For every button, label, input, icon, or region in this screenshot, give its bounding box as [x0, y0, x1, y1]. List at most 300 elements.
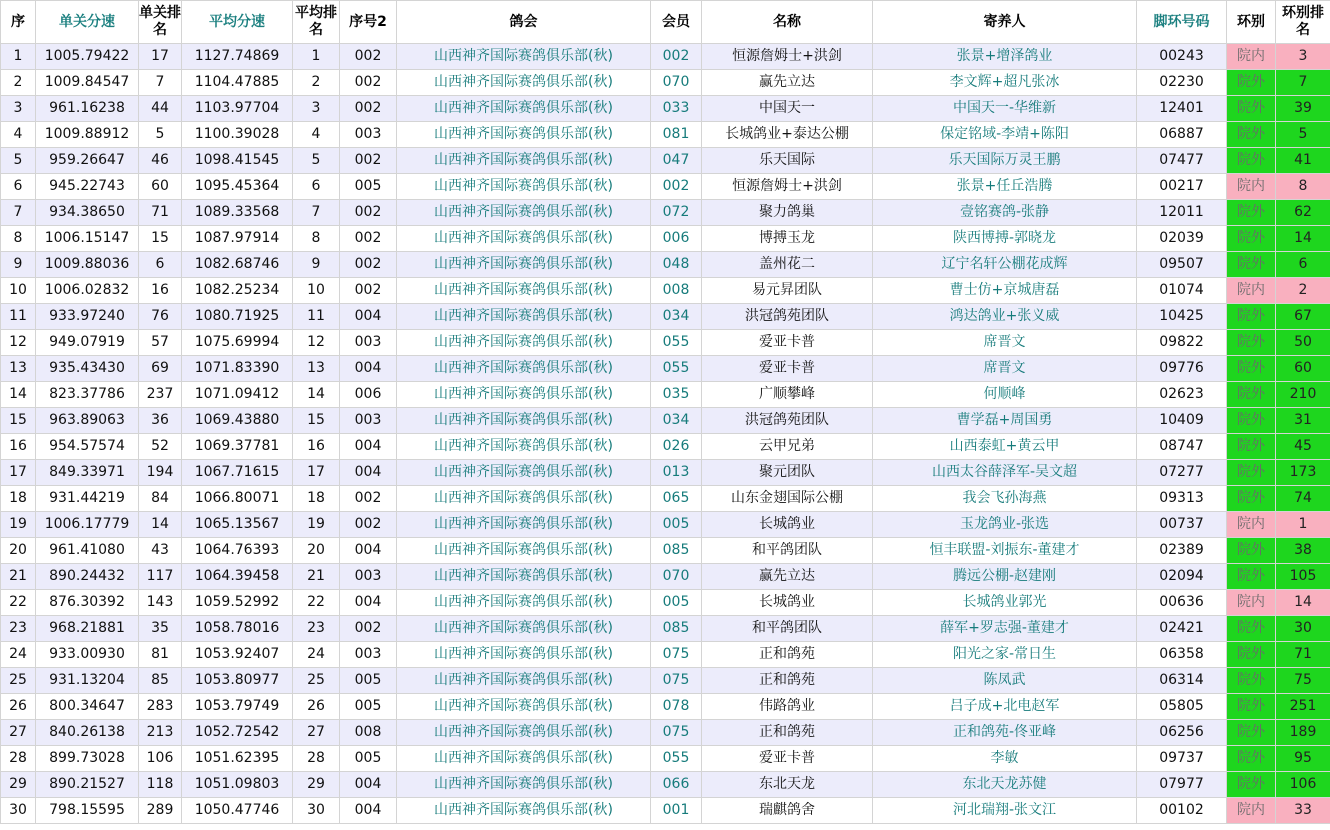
cell-seq[interactable]: 21 [1, 564, 36, 590]
cell-avg-rank[interactable]: 20 [293, 538, 340, 564]
cell-zone[interactable]: 院外 [1227, 772, 1276, 798]
table-row[interactable] [1, 798, 1330, 824]
cell-zone[interactable]: 院外 [1227, 720, 1276, 746]
cell-seq2[interactable]: 005 [340, 174, 397, 200]
cell-club[interactable]: 山西神齐国际赛鸽俱乐部(秋) [397, 434, 651, 460]
cell-owner[interactable]: 长城鸽业郭光 [873, 590, 1137, 616]
cell-ring[interactable]: 00737 [1137, 512, 1227, 538]
cell-club[interactable]: 山西神齐国际赛鸽俱乐部(秋) [397, 538, 651, 564]
cell-club[interactable]: 山西神齐国际赛鸽俱乐部(秋) [397, 70, 651, 96]
cell-club[interactable]: 山西神齐国际赛鸽俱乐部(秋) [397, 486, 651, 512]
cell-owner[interactable]: 薛军+罗志强-董建才 [873, 616, 1137, 642]
cell-name[interactable]: 长城鸽业 [702, 512, 873, 538]
cell-seq[interactable]: 25 [1, 668, 36, 694]
cell-zone-rank[interactable]: 6 [1276, 252, 1330, 278]
cell-seq[interactable]: 5 [1, 148, 36, 174]
cell-avg-speed[interactable]: 1071.09412 [182, 382, 293, 408]
cell-avg-speed[interactable]: 1089.33568 [182, 200, 293, 226]
cell-owner[interactable]: 玉龙鸽业-张选 [873, 512, 1137, 538]
cell-seq[interactable]: 23 [1, 616, 36, 642]
cell-avg-speed[interactable]: 1064.76393 [182, 538, 293, 564]
cell-ring[interactable]: 01074 [1137, 278, 1227, 304]
cell-zone-rank[interactable]: 60 [1276, 356, 1330, 382]
cell-club[interactable]: 山西神齐国际赛鸽俱乐部(秋) [397, 512, 651, 538]
cell-avg-rank[interactable]: 30 [293, 798, 340, 824]
cell-club[interactable]: 山西神齐国际赛鸽俱乐部(秋) [397, 382, 651, 408]
cell-ring[interactable]: 12401 [1137, 96, 1227, 122]
cell-zone[interactable]: 院外 [1227, 148, 1276, 174]
cell-club[interactable]: 山西神齐国际赛鸽俱乐部(秋) [397, 226, 651, 252]
cell-avg-rank[interactable]: 9 [293, 252, 340, 278]
cell-owner[interactable]: 陕西博搏-郭晓龙 [873, 226, 1137, 252]
header-zone[interactable]: 环别 [1227, 1, 1276, 44]
cell-single-rank[interactable]: 84 [139, 486, 182, 512]
table-row[interactable] [1, 356, 1330, 382]
cell-name[interactable]: 伟路鸽业 [702, 694, 873, 720]
cell-zone[interactable]: 院外 [1227, 668, 1276, 694]
cell-ring[interactable]: 08747 [1137, 434, 1227, 460]
cell-owner[interactable]: 腾远公棚-赵建刚 [873, 564, 1137, 590]
table-row[interactable] [1, 382, 1330, 408]
cell-avg-rank[interactable]: 27 [293, 720, 340, 746]
cell-seq[interactable]: 22 [1, 590, 36, 616]
cell-club[interactable]: 山西神齐国际赛鸽俱乐部(秋) [397, 642, 651, 668]
cell-name[interactable]: 洪冠鸽苑团队 [702, 304, 873, 330]
cell-avg-rank[interactable]: 8 [293, 226, 340, 252]
cell-seq[interactable]: 9 [1, 252, 36, 278]
table-row[interactable] [1, 278, 1330, 304]
cell-avg-rank[interactable]: 11 [293, 304, 340, 330]
cell-zone[interactable]: 院外 [1227, 642, 1276, 668]
cell-avg-speed[interactable]: 1069.43880 [182, 408, 293, 434]
cell-member[interactable]: 002 [651, 44, 702, 70]
cell-avg-rank[interactable]: 25 [293, 668, 340, 694]
cell-single-rank[interactable]: 35 [139, 616, 182, 642]
cell-avg-speed[interactable]: 1051.62395 [182, 746, 293, 772]
cell-single-rank[interactable]: 44 [139, 96, 182, 122]
cell-single-speed[interactable]: 823.37786 [36, 382, 139, 408]
cell-seq2[interactable]: 008 [340, 720, 397, 746]
cell-ring[interactable]: 02230 [1137, 70, 1227, 96]
cell-seq2[interactable]: 002 [340, 70, 397, 96]
cell-avg-rank[interactable]: 28 [293, 746, 340, 772]
cell-club[interactable]: 山西神齐国际赛鸽俱乐部(秋) [397, 616, 651, 642]
cell-club[interactable]: 山西神齐国际赛鸽俱乐部(秋) [397, 122, 651, 148]
cell-avg-speed[interactable]: 1127.74869 [182, 44, 293, 70]
cell-zone[interactable]: 院内 [1227, 590, 1276, 616]
cell-avg-rank[interactable]: 21 [293, 564, 340, 590]
cell-member[interactable]: 065 [651, 486, 702, 512]
cell-owner[interactable]: 鸿达鸽业+张义威 [873, 304, 1137, 330]
table-row[interactable] [1, 590, 1330, 616]
cell-ring[interactable]: 09737 [1137, 746, 1227, 772]
cell-member[interactable]: 085 [651, 616, 702, 642]
cell-name[interactable]: 云甲兄弟 [702, 434, 873, 460]
cell-member[interactable]: 001 [651, 798, 702, 824]
cell-zone-rank[interactable]: 251 [1276, 694, 1330, 720]
header-avg-speed[interactable]: 平均分速 [182, 1, 293, 44]
cell-club[interactable]: 山西神齐国际赛鸽俱乐部(秋) [397, 200, 651, 226]
cell-avg-rank[interactable]: 6 [293, 174, 340, 200]
cell-name[interactable]: 易元昇团队 [702, 278, 873, 304]
cell-seq2[interactable]: 004 [340, 434, 397, 460]
table-row[interactable] [1, 174, 1330, 200]
cell-single-rank[interactable]: 106 [139, 746, 182, 772]
cell-seq2[interactable]: 003 [340, 330, 397, 356]
cell-owner[interactable]: 正和鸽苑-佟亚峰 [873, 720, 1137, 746]
cell-seq[interactable]: 2 [1, 70, 36, 96]
cell-avg-speed[interactable]: 1075.69994 [182, 330, 293, 356]
cell-seq2[interactable]: 005 [340, 668, 397, 694]
cell-member[interactable]: 026 [651, 434, 702, 460]
cell-zone-rank[interactable]: 173 [1276, 460, 1330, 486]
cell-seq[interactable]: 10 [1, 278, 36, 304]
cell-zone[interactable]: 院外 [1227, 70, 1276, 96]
cell-name[interactable]: 正和鸽苑 [702, 642, 873, 668]
cell-name[interactable]: 长城鸽业+泰达公棚 [702, 122, 873, 148]
cell-avg-rank[interactable]: 4 [293, 122, 340, 148]
cell-ring[interactable]: 06358 [1137, 642, 1227, 668]
cell-member[interactable]: 070 [651, 564, 702, 590]
cell-zone[interactable]: 院外 [1227, 408, 1276, 434]
cell-seq2[interactable]: 002 [340, 278, 397, 304]
table-row[interactable] [1, 304, 1330, 330]
table-row[interactable] [1, 668, 1330, 694]
cell-single-speed[interactable]: 933.97240 [36, 304, 139, 330]
cell-name[interactable]: 广顺攀峰 [702, 382, 873, 408]
cell-club[interactable]: 山西神齐国际赛鸽俱乐部(秋) [397, 746, 651, 772]
cell-seq2[interactable]: 004 [340, 460, 397, 486]
cell-seq[interactable]: 13 [1, 356, 36, 382]
cell-avg-rank[interactable]: 12 [293, 330, 340, 356]
cell-avg-rank[interactable]: 17 [293, 460, 340, 486]
cell-avg-rank[interactable]: 13 [293, 356, 340, 382]
cell-club[interactable]: 山西神齐国际赛鸽俱乐部(秋) [397, 668, 651, 694]
cell-avg-speed[interactable]: 1058.78016 [182, 616, 293, 642]
cell-club[interactable]: 山西神齐国际赛鸽俱乐部(秋) [397, 356, 651, 382]
cell-member[interactable]: 081 [651, 122, 702, 148]
cell-name[interactable]: 爱亚卡普 [702, 330, 873, 356]
cell-single-speed[interactable]: 1006.15147 [36, 226, 139, 252]
cell-seq[interactable]: 24 [1, 642, 36, 668]
cell-member[interactable]: 085 [651, 538, 702, 564]
cell-zone[interactable]: 院外 [1227, 252, 1276, 278]
cell-avg-speed[interactable]: 1080.71925 [182, 304, 293, 330]
cell-single-speed[interactable]: 931.13204 [36, 668, 139, 694]
cell-name[interactable]: 恒源詹姆士+洪剑 [702, 174, 873, 200]
cell-zone-rank[interactable]: 8 [1276, 174, 1330, 200]
cell-avg-rank[interactable]: 10 [293, 278, 340, 304]
cell-club[interactable]: 山西神齐国际赛鸽俱乐部(秋) [397, 148, 651, 174]
cell-name[interactable]: 瑞麒鸽舍 [702, 798, 873, 824]
cell-single-speed[interactable]: 1009.88912 [36, 122, 139, 148]
cell-zone-rank[interactable]: 62 [1276, 200, 1330, 226]
cell-seq[interactable]: 12 [1, 330, 36, 356]
cell-seq[interactable]: 19 [1, 512, 36, 538]
cell-zone[interactable]: 院外 [1227, 304, 1276, 330]
cell-zone-rank[interactable]: 106 [1276, 772, 1330, 798]
cell-club[interactable]: 山西神齐国际赛鸽俱乐部(秋) [397, 252, 651, 278]
cell-member[interactable]: 048 [651, 252, 702, 278]
cell-zone[interactable]: 院内 [1227, 44, 1276, 70]
cell-club[interactable]: 山西神齐国际赛鸽俱乐部(秋) [397, 564, 651, 590]
cell-single-rank[interactable]: 16 [139, 278, 182, 304]
cell-owner[interactable]: 阳光之家-常日生 [873, 642, 1137, 668]
cell-ring[interactable]: 09776 [1137, 356, 1227, 382]
cell-name[interactable]: 长城鸽业 [702, 590, 873, 616]
cell-avg-speed[interactable]: 1082.68746 [182, 252, 293, 278]
cell-avg-speed[interactable]: 1067.71615 [182, 460, 293, 486]
cell-avg-rank[interactable]: 14 [293, 382, 340, 408]
cell-zone-rank[interactable]: 14 [1276, 226, 1330, 252]
cell-owner[interactable]: 辽宁名轩公棚花成辉 [873, 252, 1137, 278]
table-row[interactable] [1, 460, 1330, 486]
cell-name[interactable]: 赢先立达 [702, 70, 873, 96]
cell-owner[interactable]: 曹士仿+京城唐磊 [873, 278, 1137, 304]
cell-zone-rank[interactable]: 41 [1276, 148, 1330, 174]
cell-zone[interactable]: 院外 [1227, 226, 1276, 252]
cell-avg-speed[interactable]: 1103.97704 [182, 96, 293, 122]
cell-seq2[interactable]: 004 [340, 304, 397, 330]
cell-single-speed[interactable]: 954.57574 [36, 434, 139, 460]
cell-avg-speed[interactable]: 1065.13567 [182, 512, 293, 538]
cell-single-rank[interactable]: 194 [139, 460, 182, 486]
table-row[interactable] [1, 720, 1330, 746]
cell-avg-speed[interactable]: 1053.80977 [182, 668, 293, 694]
cell-club[interactable]: 山西神齐国际赛鸽俱乐部(秋) [397, 304, 651, 330]
cell-member[interactable]: 033 [651, 96, 702, 122]
cell-seq2[interactable]: 003 [340, 642, 397, 668]
cell-ring[interactable]: 05805 [1137, 694, 1227, 720]
cell-seq[interactable]: 6 [1, 174, 36, 200]
cell-single-rank[interactable]: 60 [139, 174, 182, 200]
cell-name[interactable]: 山东金翅国际公棚 [702, 486, 873, 512]
header-single-rank[interactable]: 单关排名 [139, 1, 182, 44]
cell-seq[interactable]: 16 [1, 434, 36, 460]
cell-ring[interactable]: 07977 [1137, 772, 1227, 798]
cell-member[interactable]: 035 [651, 382, 702, 408]
cell-ring[interactable]: 10409 [1137, 408, 1227, 434]
cell-single-rank[interactable]: 36 [139, 408, 182, 434]
cell-avg-speed[interactable]: 1098.41545 [182, 148, 293, 174]
cell-single-rank[interactable]: 81 [139, 642, 182, 668]
cell-zone[interactable]: 院外 [1227, 122, 1276, 148]
cell-zone-rank[interactable]: 7 [1276, 70, 1330, 96]
table-row[interactable] [1, 486, 1330, 512]
cell-zone-rank[interactable]: 189 [1276, 720, 1330, 746]
cell-zone-rank[interactable]: 74 [1276, 486, 1330, 512]
cell-member[interactable]: 005 [651, 590, 702, 616]
cell-zone-rank[interactable]: 105 [1276, 564, 1330, 590]
cell-ring[interactable]: 02094 [1137, 564, 1227, 590]
cell-seq[interactable]: 17 [1, 460, 36, 486]
cell-avg-rank[interactable]: 26 [293, 694, 340, 720]
cell-owner[interactable]: 吕子成+北电赵军 [873, 694, 1137, 720]
cell-seq2[interactable]: 003 [340, 564, 397, 590]
cell-avg-speed[interactable]: 1064.39458 [182, 564, 293, 590]
cell-ring[interactable]: 00243 [1137, 44, 1227, 70]
cell-single-rank[interactable]: 117 [139, 564, 182, 590]
cell-avg-speed[interactable]: 1069.37781 [182, 434, 293, 460]
header-single-speed[interactable]: 单关分速 [36, 1, 139, 44]
cell-single-speed[interactable]: 840.26138 [36, 720, 139, 746]
cell-avg-speed[interactable]: 1104.47885 [182, 70, 293, 96]
cell-seq2[interactable]: 002 [340, 486, 397, 512]
cell-club[interactable]: 山西神齐国际赛鸽俱乐部(秋) [397, 44, 651, 70]
cell-member[interactable]: 008 [651, 278, 702, 304]
header-member[interactable]: 会员 [651, 1, 702, 44]
cell-name[interactable]: 盖州花二 [702, 252, 873, 278]
cell-avg-speed[interactable]: 1052.72542 [182, 720, 293, 746]
cell-zone-rank[interactable]: 38 [1276, 538, 1330, 564]
cell-avg-rank[interactable]: 23 [293, 616, 340, 642]
cell-club[interactable]: 山西神齐国际赛鸽俱乐部(秋) [397, 590, 651, 616]
cell-single-rank[interactable]: 213 [139, 720, 182, 746]
cell-zone[interactable]: 院外 [1227, 382, 1276, 408]
cell-avg-rank[interactable]: 7 [293, 200, 340, 226]
cell-seq2[interactable]: 002 [340, 148, 397, 174]
cell-club[interactable]: 山西神齐国际赛鸽俱乐部(秋) [397, 96, 651, 122]
cell-single-speed[interactable]: 961.41080 [36, 538, 139, 564]
cell-seq[interactable]: 7 [1, 200, 36, 226]
cell-single-speed[interactable]: 800.34647 [36, 694, 139, 720]
cell-seq[interactable]: 20 [1, 538, 36, 564]
cell-avg-speed[interactable]: 1059.52992 [182, 590, 293, 616]
cell-ring[interactable]: 02389 [1137, 538, 1227, 564]
cell-avg-speed[interactable]: 1053.92407 [182, 642, 293, 668]
cell-seq[interactable]: 3 [1, 96, 36, 122]
cell-zone[interactable]: 院外 [1227, 330, 1276, 356]
cell-single-rank[interactable]: 17 [139, 44, 182, 70]
table-row[interactable] [1, 512, 1330, 538]
cell-zone-rank[interactable]: 210 [1276, 382, 1330, 408]
cell-avg-speed[interactable]: 1100.39028 [182, 122, 293, 148]
cell-owner[interactable]: 李文辉+超凡张冰 [873, 70, 1137, 96]
cell-member[interactable]: 078 [651, 694, 702, 720]
cell-avg-rank[interactable]: 1 [293, 44, 340, 70]
table-row[interactable] [1, 226, 1330, 252]
table-row[interactable] [1, 538, 1330, 564]
cell-ring[interactable]: 07477 [1137, 148, 1227, 174]
table-row[interactable] [1, 96, 1330, 122]
cell-ring[interactable]: 07277 [1137, 460, 1227, 486]
cell-owner[interactable]: 何顺峰 [873, 382, 1137, 408]
cell-single-rank[interactable]: 5 [139, 122, 182, 148]
cell-zone-rank[interactable]: 30 [1276, 616, 1330, 642]
cell-club[interactable]: 山西神齐国际赛鸽俱乐部(秋) [397, 694, 651, 720]
cell-seq[interactable]: 27 [1, 720, 36, 746]
cell-ring[interactable]: 00636 [1137, 590, 1227, 616]
cell-zone[interactable]: 院内 [1227, 512, 1276, 538]
cell-zone[interactable]: 院外 [1227, 486, 1276, 512]
table-row[interactable] [1, 70, 1330, 96]
header-owner[interactable]: 寄养人 [873, 1, 1137, 44]
cell-zone[interactable]: 院外 [1227, 460, 1276, 486]
cell-seq[interactable]: 18 [1, 486, 36, 512]
cell-ring[interactable]: 02623 [1137, 382, 1227, 408]
cell-single-rank[interactable]: 76 [139, 304, 182, 330]
cell-member[interactable]: 034 [651, 304, 702, 330]
cell-avg-rank[interactable]: 19 [293, 512, 340, 538]
cell-owner[interactable]: 壹铭赛鸽-张静 [873, 200, 1137, 226]
cell-single-speed[interactable]: 949.07919 [36, 330, 139, 356]
header-zone-rank[interactable]: 环别排名 [1276, 1, 1330, 44]
cell-single-rank[interactable]: 237 [139, 382, 182, 408]
table-row[interactable] [1, 772, 1330, 798]
cell-zone-rank[interactable]: 3 [1276, 44, 1330, 70]
cell-seq2[interactable]: 005 [340, 694, 397, 720]
cell-seq[interactable]: 11 [1, 304, 36, 330]
cell-avg-rank[interactable]: 16 [293, 434, 340, 460]
cell-seq2[interactable]: 004 [340, 798, 397, 824]
cell-single-speed[interactable]: 899.73028 [36, 746, 139, 772]
cell-seq2[interactable]: 002 [340, 44, 397, 70]
cell-seq2[interactable]: 002 [340, 616, 397, 642]
cell-zone-rank[interactable]: 95 [1276, 746, 1330, 772]
header-seq[interactable]: 序 [1, 1, 36, 44]
cell-ring[interactable]: 00102 [1137, 798, 1227, 824]
cell-single-rank[interactable]: 85 [139, 668, 182, 694]
cell-zone-rank[interactable]: 2 [1276, 278, 1330, 304]
cell-member[interactable]: 055 [651, 356, 702, 382]
cell-name[interactable]: 正和鸽苑 [702, 668, 873, 694]
cell-name[interactable]: 中国天一 [702, 96, 873, 122]
cell-name[interactable]: 爱亚卡普 [702, 356, 873, 382]
cell-member[interactable]: 075 [651, 668, 702, 694]
cell-zone-rank[interactable]: 14 [1276, 590, 1330, 616]
table-row[interactable] [1, 330, 1330, 356]
cell-club[interactable]: 山西神齐国际赛鸽俱乐部(秋) [397, 278, 651, 304]
cell-zone[interactable]: 院外 [1227, 746, 1276, 772]
cell-owner[interactable]: 恒丰联盟-刘振东-董建才 [873, 538, 1137, 564]
cell-avg-speed[interactable]: 1082.25234 [182, 278, 293, 304]
cell-seq[interactable]: 14 [1, 382, 36, 408]
cell-avg-speed[interactable]: 1050.47746 [182, 798, 293, 824]
cell-zone-rank[interactable]: 1 [1276, 512, 1330, 538]
cell-single-rank[interactable]: 69 [139, 356, 182, 382]
cell-zone[interactable]: 院内 [1227, 278, 1276, 304]
cell-member[interactable]: 006 [651, 226, 702, 252]
cell-seq2[interactable]: 002 [340, 252, 397, 278]
cell-seq[interactable]: 4 [1, 122, 36, 148]
cell-name[interactable]: 乐天国际 [702, 148, 873, 174]
cell-zone-rank[interactable]: 75 [1276, 668, 1330, 694]
cell-zone[interactable]: 院外 [1227, 564, 1276, 590]
cell-ring[interactable]: 09313 [1137, 486, 1227, 512]
cell-single-rank[interactable]: 46 [139, 148, 182, 174]
cell-ring[interactable]: 02421 [1137, 616, 1227, 642]
cell-avg-speed[interactable]: 1066.80071 [182, 486, 293, 512]
cell-owner[interactable]: 陈凤武 [873, 668, 1137, 694]
cell-club[interactable]: 山西神齐国际赛鸽俱乐部(秋) [397, 772, 651, 798]
cell-single-rank[interactable]: 14 [139, 512, 182, 538]
table-row[interactable] [1, 434, 1330, 460]
cell-seq[interactable]: 29 [1, 772, 36, 798]
cell-single-speed[interactable]: 961.16238 [36, 96, 139, 122]
cell-owner[interactable]: 张景+任丘浩腾 [873, 174, 1137, 200]
cell-member[interactable]: 066 [651, 772, 702, 798]
cell-single-rank[interactable]: 52 [139, 434, 182, 460]
cell-owner[interactable]: 河北瑞翔-张文江 [873, 798, 1137, 824]
table-row[interactable] [1, 252, 1330, 278]
cell-club[interactable]: 山西神齐国际赛鸽俱乐部(秋) [397, 330, 651, 356]
cell-member[interactable]: 047 [651, 148, 702, 174]
cell-member[interactable]: 034 [651, 408, 702, 434]
header-avg-rank[interactable]: 平均排名 [293, 1, 340, 44]
cell-zone[interactable]: 院内 [1227, 174, 1276, 200]
cell-seq2[interactable]: 002 [340, 226, 397, 252]
cell-member[interactable]: 055 [651, 330, 702, 356]
